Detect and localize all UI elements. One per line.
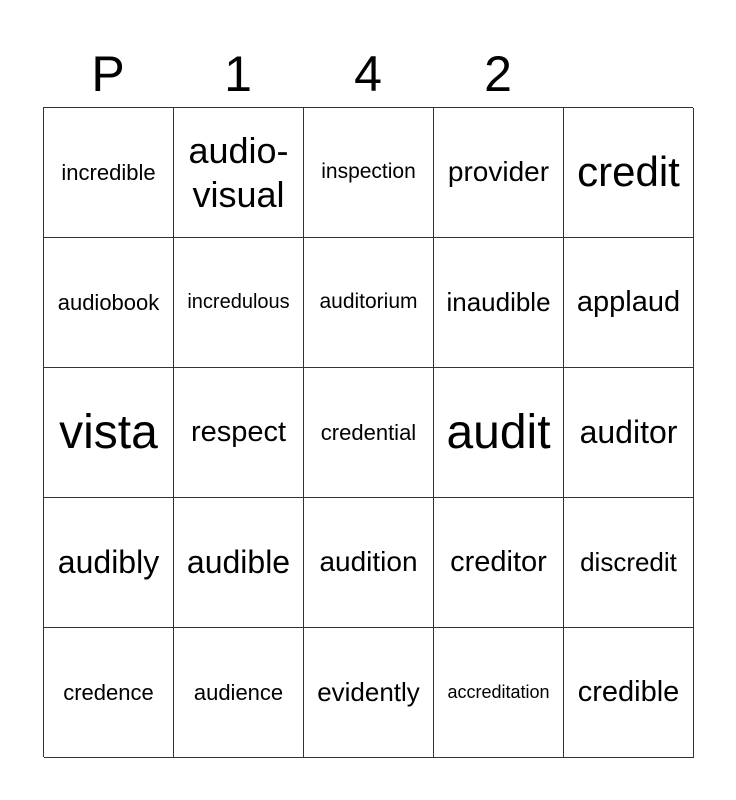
header-letter-2: 1 xyxy=(224,46,252,102)
bingo-cell[interactable]: incredible xyxy=(44,108,174,238)
bingo-cell[interactable]: respect xyxy=(174,368,304,498)
bingo-cell[interactable]: audit xyxy=(434,368,564,498)
bingo-cell[interactable]: accreditation xyxy=(434,628,564,758)
bingo-cell[interactable]: auditor xyxy=(564,368,694,498)
bingo-header xyxy=(43,40,693,108)
header-letter-3: 4 xyxy=(354,46,382,102)
bingo-cell[interactable]: credit xyxy=(564,108,694,238)
bingo-cell[interactable]: auditorium xyxy=(304,238,434,368)
bingo-cell[interactable]: discredit xyxy=(564,498,694,628)
bingo-cell[interactable]: audience xyxy=(174,628,304,758)
header-letter-5 xyxy=(563,40,693,108)
bingo-cell[interactable]: creditor xyxy=(434,498,564,628)
bingo-cell[interactable]: applaud xyxy=(564,238,694,368)
bingo-cell[interactable]: audibly xyxy=(44,498,174,628)
bingo-cell[interactable]: credential xyxy=(304,368,434,498)
bingo-cell[interactable]: inspection xyxy=(304,108,434,238)
bingo-cell[interactable]: vista xyxy=(44,368,174,498)
bingo-cell[interactable]: inaudible xyxy=(434,238,564,368)
bingo-cell[interactable]: credence xyxy=(44,628,174,758)
bingo-cell[interactable]: incredulous xyxy=(174,238,304,368)
bingo-cell[interactable]: audiobook xyxy=(44,238,174,368)
bingo-cell[interactable]: audition xyxy=(304,498,434,628)
bingo-cell[interactable] xyxy=(174,108,304,238)
bingo-cell[interactable]: audible xyxy=(174,498,304,628)
bingo-cell-text: audio- visual xyxy=(188,130,289,215)
bingo-cell[interactable]: evidently xyxy=(304,628,434,758)
bingo-cell[interactable]: provider xyxy=(434,108,564,238)
header-letter-1: P xyxy=(91,46,125,102)
bingo-cell[interactable]: credible xyxy=(564,628,694,758)
header-letter-4: 2 xyxy=(484,46,512,102)
bingo-board xyxy=(43,107,693,757)
